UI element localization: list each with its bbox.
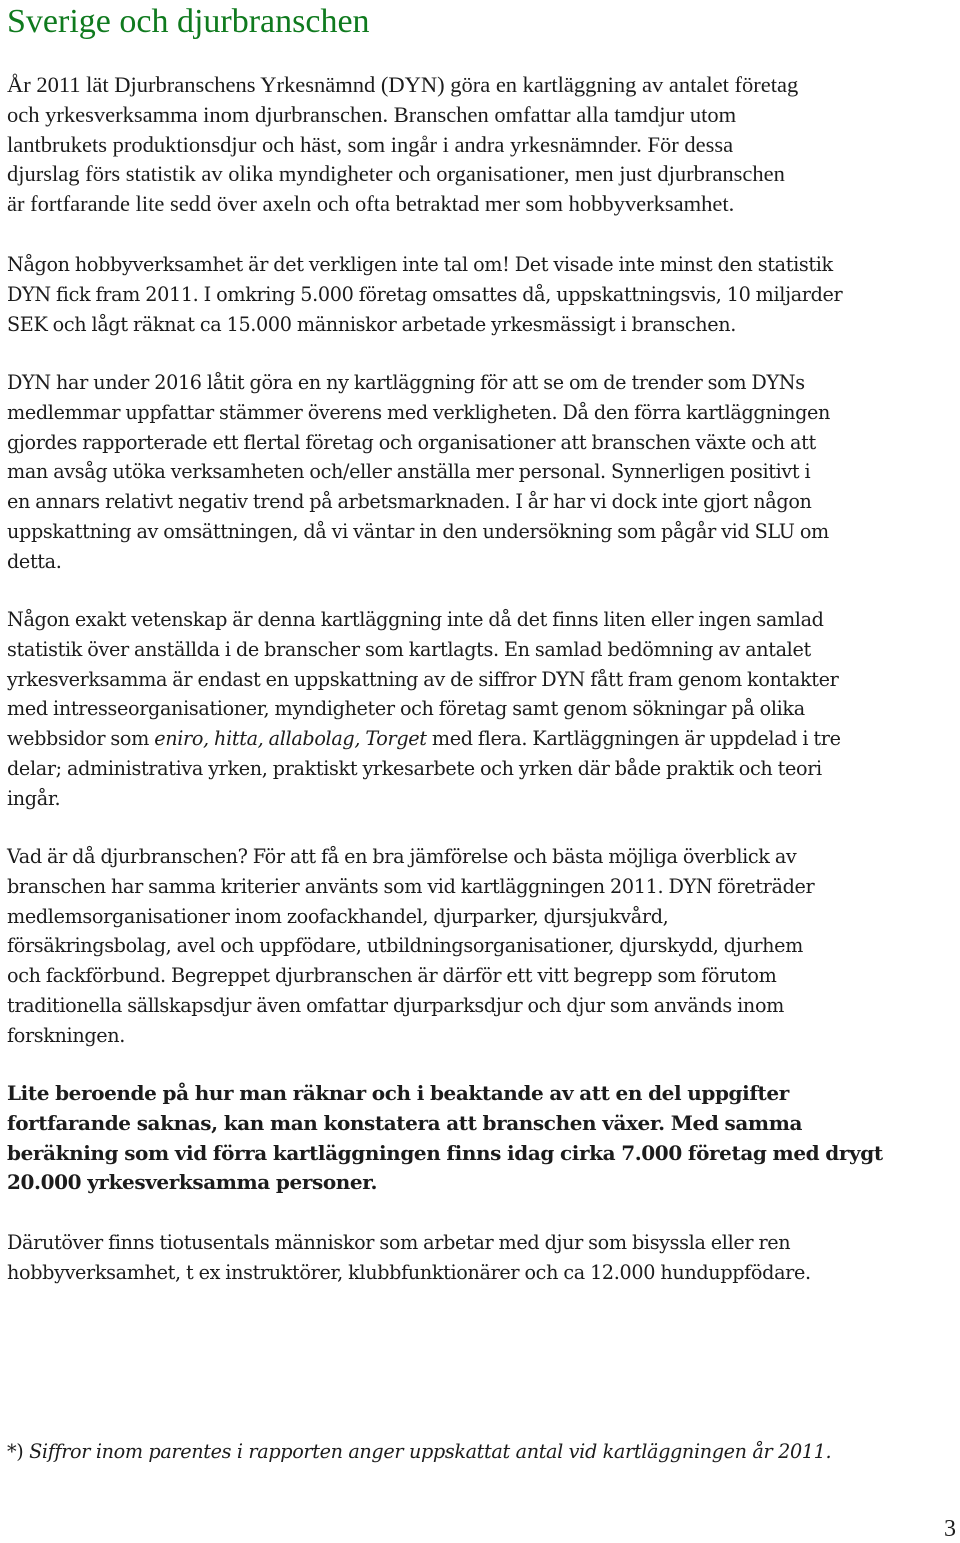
paragraph-hobbyists: [7, 1228, 811, 1288]
text-line: Därutöver finns tiotusentals människor som arbetar med djur som bisyssla eller ren: [7, 1231, 791, 1254]
text-line: detta.: [7, 549, 62, 573]
text-line: [7, 724, 841, 754]
footnote-text: Siffror inom parentes i rapporten anger uppskattat antal vid kartläggningen år 2011.: [29, 1440, 832, 1463]
footnote: [7, 1437, 831, 1467]
text-line: hobbyverksamhet, t ex instruktörer, klubbfunktionärer och ca 12.000 hunduppfödare.: [7, 1260, 811, 1284]
text-line: djurslag förs statistik av olika myndigheter och organisationer, men just djurbranschen: [7, 161, 785, 187]
text-line: Någon hobbyverksamhet är det verkligen inte tal om! Det visade inte minst den statistik: [7, 253, 833, 276]
text-line: man avsåg utöka verksamheten och/eller anställa mer personal. Synnerligen positivt i: [7, 460, 811, 484]
text-line: DYN fick fram 2011. I omkring 5.000 företag omsattes då, uppskattningsvis, 10 miljarder: [7, 282, 843, 306]
text-line: och fackförbund. Begreppet djurbranschen är därför ett vitt begrepp som förutom: [7, 964, 777, 988]
text-line: beräkning som vid förra kartläggningen finns idag cirka 7.000 företag med drygt: [7, 1140, 883, 1165]
paragraph-conclusion: [7, 1079, 883, 1198]
text-segment: webbsidor som: [7, 727, 155, 751]
text-line: med intresseorganisationer, myndigheter och företag samt genom sökningar på olika: [7, 697, 805, 721]
text-line: en annars relativt negativ trend på arbetsmarknaden. I år har vi dock inte gjort någon: [7, 490, 812, 514]
page-title: Sverige och djurbranschen: [7, 3, 370, 40]
text-line: fortfarande saknas, kan man konstatera att branschen växer. Med samma: [7, 1110, 803, 1135]
text-line: gjordes rapporterade ett flertal företag och organisationer att branschen växte och att: [7, 430, 816, 454]
text-line: yrkesverksamma är endast en uppskattning av de siffror DYN fått fram genom kontakter: [7, 667, 839, 691]
text-line: är fortfarande lite sedd över axeln och ofta betraktad mer som hobbyverksamhet.: [7, 191, 735, 217]
text-line: DYN har under 2016 låtit göra en ny kartläggning för att se om de trender som DYNs: [7, 371, 805, 394]
footnote-marker: *): [7, 1440, 30, 1463]
paragraph-definition: [7, 842, 814, 1051]
text-line: och yrkesverksamma inom djurbranschen. Branschen omfattar alla tamdjur utom: [7, 101, 737, 127]
page-number: 3: [944, 1516, 956, 1542]
text-line: försäkringsbolag, avel och uppfödare, utbildningsorganisationer, djurskydd, djurhem: [7, 934, 804, 958]
text-line: branschen har samma kriterier använts som vid kartläggningen 2011. DYN företräder: [7, 874, 815, 898]
paragraph-hobby: [7, 250, 842, 339]
text-line: lantbrukets produktionsdjur och häst, som ingår i andra yrkesnämnder. För dessa: [7, 131, 734, 157]
text-line: Lite beroende på hur man räknar och i beaktande av att en del uppgifter: [7, 1081, 789, 1105]
text-line: statistik över anställda i de branscher som kartlagts. En samlad bedömning av antalet: [7, 637, 811, 661]
text-line: traditionella sällskapsdjur även omfattar djurparksdjur och djur som används inom: [7, 993, 784, 1017]
text-line: År 2011 lät Djurbranschens Yrkesnämnd (DYN) göra en kartläggning av antalet företag: [7, 72, 799, 97]
paragraph-survey-2016: [7, 368, 830, 577]
text-line: forskningen.: [7, 1023, 126, 1047]
paragraph-intro: [7, 70, 798, 219]
italic-sources: eniro, hitta, allabolag, Torget: [154, 727, 427, 751]
text-line: Vad är då djurbranschen? För att få en bra jämförelse och bästa möjliga överblick av: [7, 845, 797, 868]
paragraph-method: [7, 605, 841, 814]
text-segment: med flera. Kartläggningen är uppdelad i tre: [426, 727, 841, 751]
text-line: Någon exakt vetenskap är denna kartläggning inte då det finns liten eller ingen samlad: [7, 608, 824, 631]
text-line: ingår.: [7, 786, 61, 810]
text-line: 20.000 yrkesverksamma personer.: [7, 1170, 378, 1195]
text-line: medlemmar uppfattar stämmer överens med verkligheten. Då den förra kartläggningen: [7, 400, 831, 424]
text-line: SEK och lågt räknat ca 15.000 människor arbetade yrkesmässigt i branschen.: [7, 312, 737, 336]
text-line: uppskattning av omsättningen, då vi väntar in den undersökning som pågår vid SLU om: [7, 519, 829, 543]
text-line: medlemsorganisationer inom zoofackhandel, djurparker, djursjukvård,: [7, 904, 669, 928]
text-line: delar; administrativa yrken, praktiskt yrkesarbete och yrken där både praktik och teori: [7, 756, 822, 780]
